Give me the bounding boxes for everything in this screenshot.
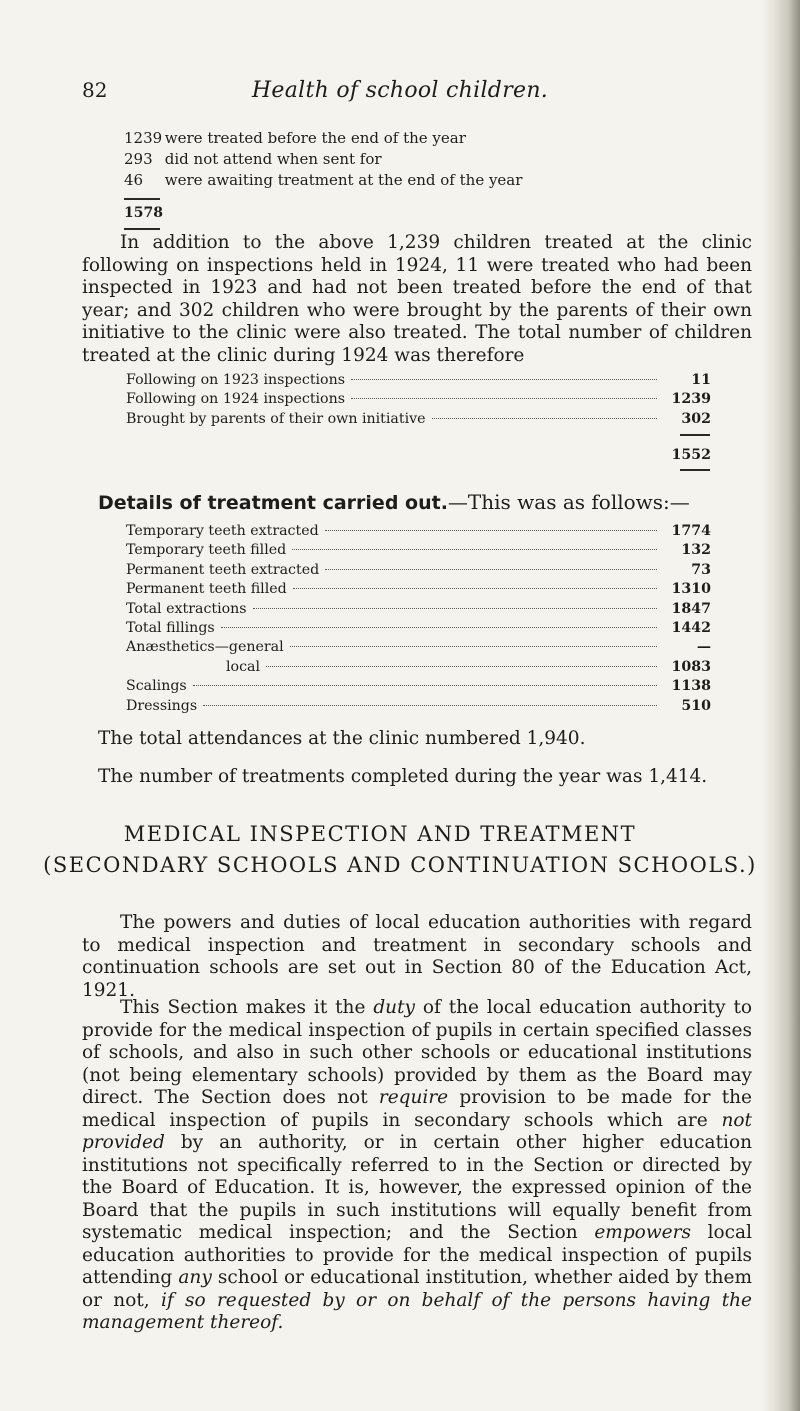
list-item (126, 410, 711, 429)
intro-line (124, 149, 522, 170)
leader-dots (292, 549, 657, 550)
attendance-line: The total attendances at the clinic numbered 1,940. (98, 728, 586, 749)
treated-total: 1552 (671, 447, 711, 463)
item-label: Following on 1923 inspections (126, 372, 346, 388)
item-value: 510 (681, 697, 711, 714)
item-value: 1774 (671, 523, 711, 539)
item-value: 11 (691, 372, 711, 388)
details-heading-bold: Details of treatment carried out. (98, 492, 448, 514)
item-value: 1138 (671, 678, 711, 695)
sum-rule (124, 228, 160, 230)
emphasis: any (178, 1267, 212, 1288)
leader-dots (351, 379, 657, 380)
intro-text: did not attend when sent for (164, 150, 382, 168)
treatments-line: The number of treatments completed during the year was 1,414. (98, 766, 708, 787)
item-value: 1083 (671, 658, 711, 675)
powers-paragraph (82, 912, 752, 1002)
section-paragraph (82, 997, 752, 1335)
page-edge-shadow (762, 0, 800, 1411)
item-label: local (226, 658, 261, 675)
list-item (126, 390, 711, 409)
item-label: Temporary teeth filled (126, 542, 287, 559)
text-run: of the local education authority to provide for the medical inspection of pupils in certain specified classes of schools, and also in such other schools or educational institutions (not being elementary schools) provided by them as the Board may direct. The Section does not (82, 997, 753, 1108)
list-item (126, 522, 711, 541)
emphasis: duty (373, 997, 415, 1018)
item-value: 302 (681, 410, 711, 427)
emphasis: if so requested by or on behalf of the persons having the management thereof. (82, 1289, 752, 1333)
emphasis: require (378, 1087, 449, 1108)
leader-dots (203, 705, 657, 706)
leader-dots (253, 608, 657, 609)
item-value: 132 (681, 542, 711, 559)
leader-dots (351, 398, 657, 399)
intro-count: 293 (124, 150, 153, 168)
list-item (126, 371, 711, 390)
leader-dots (325, 569, 657, 570)
sum-rule (680, 434, 710, 436)
leader-dots (290, 646, 657, 647)
intro-counts (124, 128, 522, 191)
item-label: Scalings (126, 678, 187, 695)
text-run: local education authorities to provide for the medical inspection of pupils attending (82, 1222, 752, 1288)
intro-text: were treated before the end of the year (164, 129, 466, 147)
leader-dots (325, 530, 657, 531)
sum-rule (680, 469, 710, 471)
emphasis: not provided (82, 1109, 752, 1153)
item-label: Dressings (126, 697, 198, 714)
text-run: This Section makes it the (120, 997, 374, 1018)
section-title: MEDICAL INSPECTION AND TREATMENT (123, 822, 637, 846)
section-text (82, 997, 752, 1335)
intro-count: 46 (124, 171, 144, 189)
page-header (0, 78, 760, 108)
intro-line (124, 170, 522, 191)
leader-dots (221, 627, 657, 628)
item-value: 1239 (671, 391, 711, 408)
item-value: 1847 (671, 600, 711, 617)
item-label: Brought by parents of their own initiative (126, 410, 426, 427)
section-subtitle: (SECONDARY SCHOOLS AND CONTINUATION SCHOOLS.) (43, 853, 757, 877)
treated-total-row (126, 446, 711, 465)
details-heading-rest: —This was as follows:— (447, 490, 690, 514)
text-run: provision to be made for the medical inspection of pupils in secondary schools which are (82, 1087, 752, 1131)
text-run: school or educational institution, whether aided by them or not, (82, 1267, 752, 1311)
item-value: 1310 (671, 581, 711, 598)
emphasis: empowers (594, 1222, 691, 1243)
list-item (126, 561, 711, 580)
total-row (126, 446, 711, 465)
list-item (126, 580, 711, 599)
item-value: — (696, 639, 711, 656)
item-label: Total extractions (126, 600, 247, 617)
leader-dots (432, 418, 657, 419)
intro-line (124, 128, 522, 149)
item-label: Permanent teeth filled (126, 581, 287, 598)
treated-breakdown (126, 371, 711, 429)
list-item (126, 677, 711, 696)
list-item (126, 697, 711, 716)
list-item (126, 619, 711, 638)
list-item (126, 541, 711, 560)
item-value: 1442 (671, 619, 711, 636)
item-label: Following on 1924 inspections (126, 391, 346, 408)
details-heading (98, 490, 690, 514)
list-item (126, 658, 711, 677)
powers-text: The powers and duties of local education authorities with regard to medical inspection and treatment in secondary schools and continuation schools are set out in Section 80 of the Education Act, 1921. (82, 912, 752, 1001)
list-item (126, 638, 711, 657)
leader-dots (266, 666, 657, 667)
sum-rule (124, 198, 160, 200)
addition-text: In addition to the above 1,239 children treated at the clinic following on inspections held in 1924, 11 were treated who had been inspected in 1923 and had not been treated before the end of that year; and 302 children who were brought by the parents of their own initiative to the clinic were also treated. The total number of children treated at the clinic during 1924 was therefore (82, 232, 752, 366)
intro-count: 1239 (124, 129, 163, 147)
leader-dots (193, 685, 657, 686)
leader-dots (293, 588, 657, 589)
page-number: 82 (82, 78, 108, 102)
item-label: Total fillings (126, 619, 215, 636)
item-label: Anæsthetics—general (126, 639, 284, 656)
running-title: Health of school children. (251, 78, 549, 103)
item-label: Temporary teeth extracted (126, 523, 319, 539)
treatment-details-list (126, 522, 711, 716)
intro-text: were awaiting treatment at the end of the year (164, 171, 523, 189)
text-run: by an authority, or in certain other higher education institutions not specifically referred to in the Section or directed by the Board of Education. It is, however, the expressed opinion of the Board that the pupils in such institutions will equally benefit from systematic medical inspection; and the Section (82, 1132, 752, 1243)
item-value: 73 (691, 561, 711, 578)
addition-paragraph (82, 232, 752, 367)
list-item (126, 600, 711, 619)
intro-total: 1578 (124, 205, 163, 221)
item-label: Permanent teeth extracted (126, 561, 320, 578)
